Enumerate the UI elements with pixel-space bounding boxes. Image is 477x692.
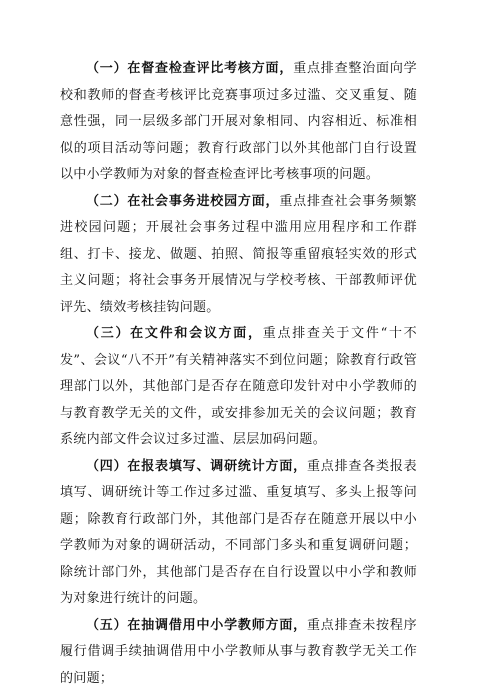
section-body-3: 重点排查关于文件“十不发”、会议“八不开”有关精神落实不到位问题；除教育行政管理部门以外，其他部门是否存在随意印发针对中小学教师的与教育教学无关的文件，或安排参加无关的会议问题；教育系统内部文件会议过多过滥、层层加码问题。 [60,326,417,447]
section-heading-2: （二）在社会事务进校园方面， [86,194,279,209]
section-heading-1: （一）在督查检查评比考核方面， [86,61,293,76]
section-paragraph-2 [60,189,417,322]
section-heading-3: （三）在文件和会议方面， [86,326,263,341]
section-paragraph-5 [60,613,417,692]
section-paragraph-1 [60,56,417,189]
section-paragraph-3 [60,321,417,454]
section-paragraph-4 [60,454,417,613]
section-body-5: 重点排查未按程序履行借调手续抽调借用中小学教师从事与教育教学无关工作的问题； [60,618,417,686]
section-heading-4: （四）在报表填写、调研统计方面， [86,459,307,474]
section-body-2: 重点排查社会事务频繁进校园问题；开展社会事务过程中滥用应用程序和工作群组、打卡、接龙、做题、拍照、简报等重留痕轻实效的形式主义问题；将社会事务开展情况与学校考核、干部教师评优评先、绩效考核挂钩问题。 [60,194,417,315]
section-body-4: 重点排查各类报表填写、调研统计等工作过多过滥、重复填写、多头上报等问题；除教育行政部门外，其他部门是否存在随意开展以中小学教师为对象的调研活动，不同部门多头和重复调研问题；除统计部门外，其他部门是否存在自行设置以中小学和教师为对象进行统计的问题。 [60,459,417,607]
section-heading-5: （五）在抽调借用中小学教师方面， [86,618,307,633]
section-body-1: 重点排查整治面向学校和教师的督查考核评比竞赛事项过多过滥、交叉重复、随意性强，同一层级多部门开展对象相同、内容相近、标准相似的项目活动等问题；教育行政部门以外其他部门自行设置以中小学教师为对象的督查检查评比考核事项的问题。 [60,61,417,182]
